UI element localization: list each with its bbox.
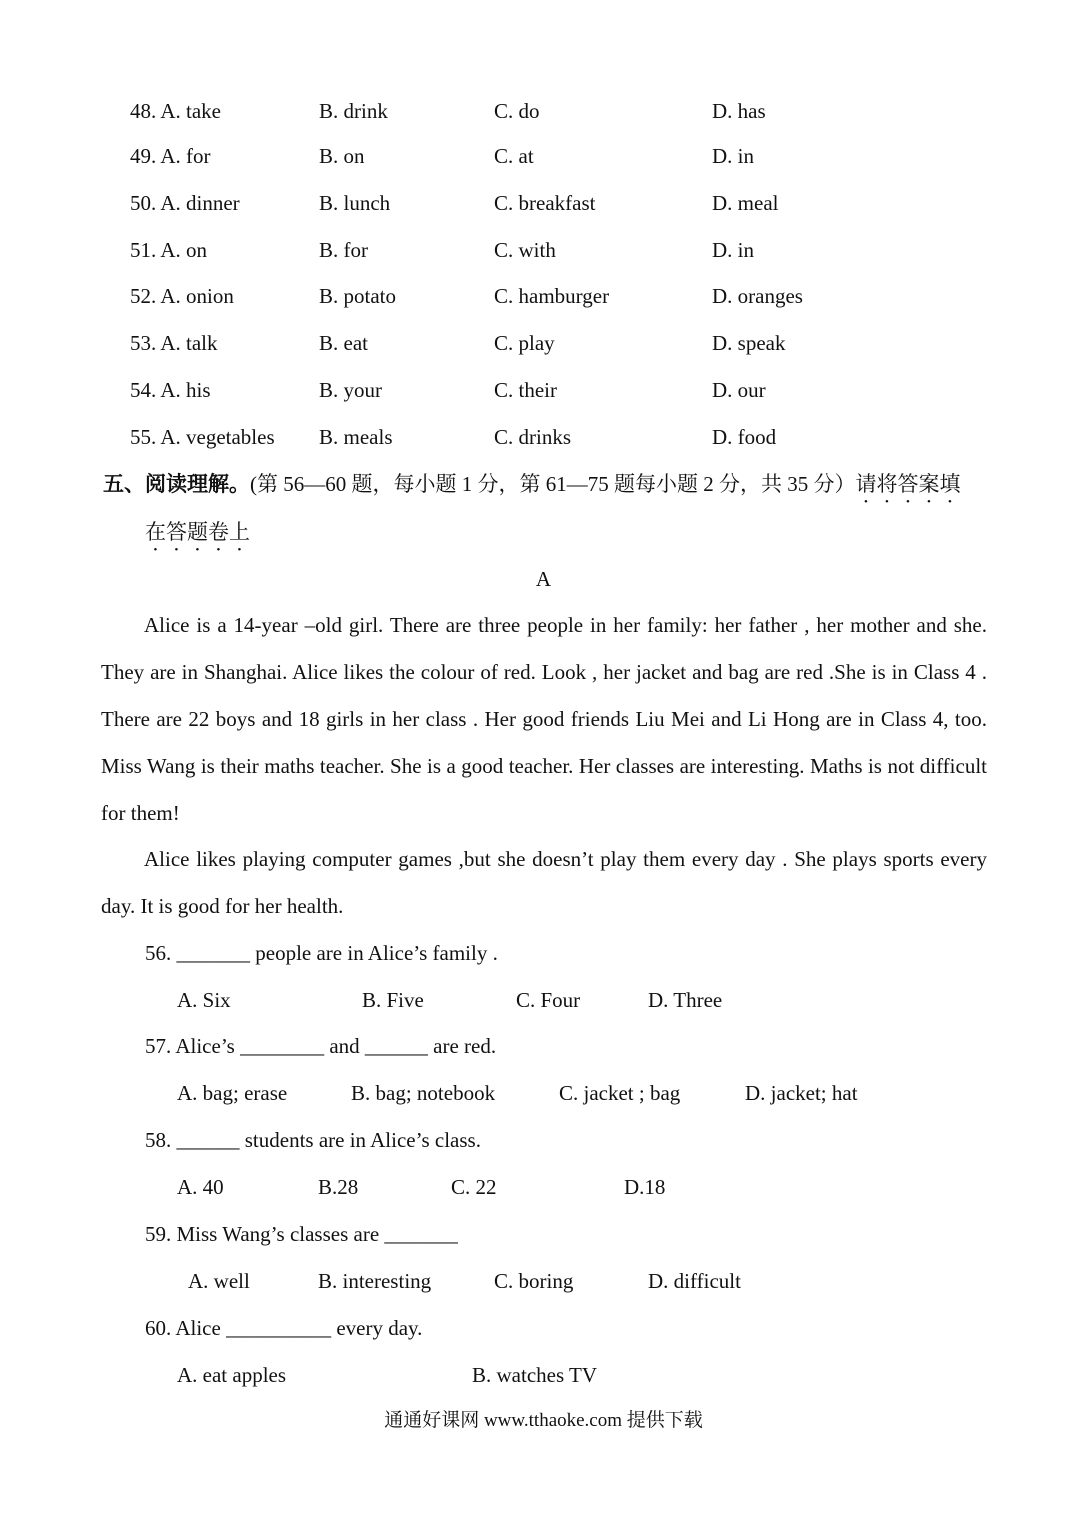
option-a: 49. A. for [130,144,211,168]
question-options [0,1172,1087,1202]
option-a: A. Six [177,988,231,1012]
option-c: C. their [494,378,557,402]
option-b: B. your [319,378,382,402]
option-a: A. 40 [177,1175,224,1199]
option-b: B. Five [362,988,424,1012]
question-stem: 58. ______ students are in Alice’s class. [145,1128,481,1152]
option-c: C. Four [516,988,581,1012]
option-c: C. with [494,238,556,262]
option-b: B. on [319,144,365,168]
option-a: A. bag; erase [177,1081,288,1105]
option-b: B. drink [319,99,388,123]
option-c: C. drinks [494,425,572,449]
option-a: A. eat apples [177,1363,287,1387]
cloze-row-55 [0,422,1087,452]
option-b: B. lunch [319,191,391,215]
option-a: 53. A. talk [130,331,218,355]
option-b: B. watches TV [472,1363,598,1387]
question-stem: 56. _______ people are in Alice’s family . [145,941,498,965]
option-b: B. eat [319,331,368,355]
option-d: D. in [712,238,754,262]
cloze-row-52 [0,281,1087,311]
question-stem: 57. Alice’s ________ and ______ are red. [145,1034,497,1058]
option-c: C. breakfast [494,191,596,215]
cloze-row-54 [0,375,1087,405]
option-b: B.28 [318,1175,359,1199]
section-title: 五、阅读理解。 [103,472,250,496]
passage-paragraph: Alice likes playing computer games ,but she doesn’t play them every day . She plays sports every day. It is good for her health. [101,847,987,918]
page-footer: 通通好课网 www.tthaoke.com 提供下载 [384,1410,703,1431]
option-b: B. potato [319,284,396,308]
option-a: 51. A. on [130,238,208,262]
option-a: 52. A. onion [130,284,234,308]
option-d: D. in [712,144,754,168]
question-options [0,985,1087,1015]
section-heading [103,469,961,508]
option-b: B. meals [319,425,393,449]
question-options [0,1360,1087,1390]
question-stem: 59. Miss Wang’s classes are _______ [145,1222,458,1246]
question-stem: 60. Alice __________ every day. [145,1316,423,1340]
option-d: D.18 [624,1175,666,1199]
option-b: B. bag; notebook [351,1081,496,1105]
option-d: D. difficult [648,1269,741,1293]
cloze-row-51 [0,235,1087,265]
option-d: D. food [712,425,777,449]
option-d: D. jacket; hat [745,1081,858,1105]
option-d: D. oranges [712,284,803,308]
question-options [0,1266,1087,1296]
option-a: 55. A. vegetables [130,425,275,449]
option-c: C. do [494,99,540,123]
section-instruction: (第 56—60 题，每小题 1 分，第 61—75 题每小题 2 分，共 35 分） [250,472,856,496]
emphasis-text: 在答题卷上 [145,520,250,544]
option-c: C. hamburger [494,284,610,308]
question-options [0,1078,1087,1108]
cloze-row-48 [0,96,1087,126]
option-c: C. boring [494,1269,574,1293]
option-a: 54. A. his [130,378,211,402]
cloze-row-53 [0,328,1087,358]
section-heading-cont [145,517,250,556]
option-a: A. well [188,1269,250,1293]
option-d: D. meal [712,191,779,215]
option-c: C. play [494,331,555,355]
option-a: 50. A. dinner [130,191,240,215]
option-b: B. interesting [318,1269,432,1293]
option-c: C. 22 [451,1175,497,1199]
passage-label: A [535,567,552,591]
cloze-row-49 [0,141,1087,171]
option-d: D. Three [648,988,723,1012]
option-c: C. at [494,144,534,168]
cloze-row-50 [0,188,1087,218]
option-d: D. our [712,378,766,402]
option-d: D. has [712,99,766,123]
option-d: D. speak [712,331,786,355]
option-b: B. for [319,238,368,262]
emphasis-text: 请将答案填 [855,472,961,496]
passage-paragraph: Alice is a 14-year –old girl. There are three people in her family: her father , her mother and she. They are in Shanghai. Alice likes the colour of red. Look , her jacket and bag are red .She is in Class 4 . There are 22 boys and 18 girls in her class . Her good friends Liu Mei and Li Hong are in Class 4, too. Miss Wang is their maths teacher. She is a good teacher. Her classes are interesting. Maths is not difficult for them! [101,613,987,825]
option-a: 48. A. take [130,99,221,123]
option-c: C. jacket ; bag [559,1081,681,1105]
